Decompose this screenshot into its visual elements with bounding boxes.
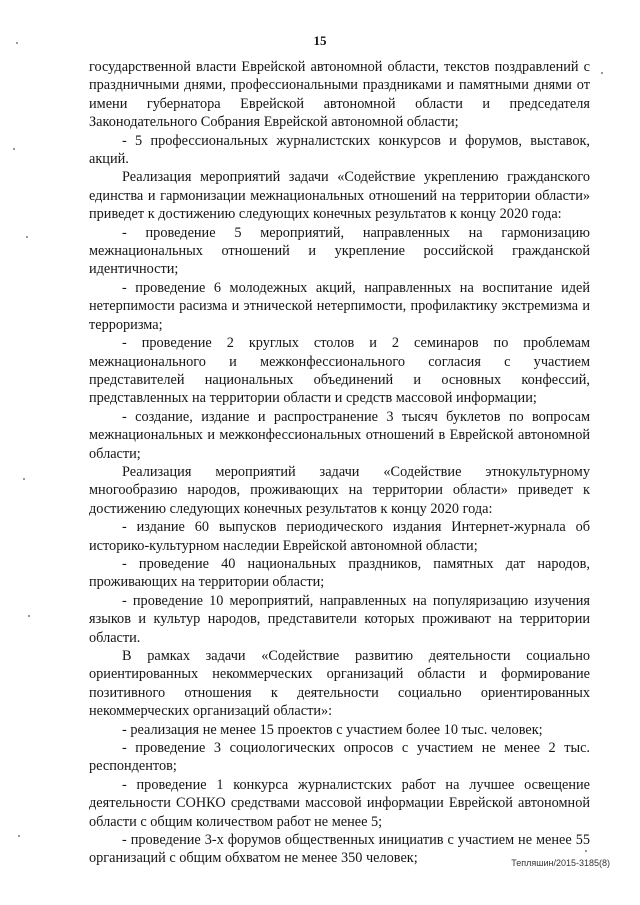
paragraph: - проведение 5 мероприятий, направленных на гармонизацию межнациональных отношений и укрепление российской гражданской идентичности; xyxy=(89,224,590,278)
paragraph: В рамках задачи «Содействие развитию деятельности социально ориентированных некоммерческих организаций области и формирование позитивного отношения к деятельности социально ориентированных некоммерческих организаций области»: xyxy=(89,648,590,720)
paragraph: - 5 профессиональных журналистских конкурсов и форумов, выставок, акций. xyxy=(89,132,590,168)
paragraph: - проведение 2 круглых столов и 2 семинаров по проблемам межнационального и межконфессионального согласия с участием представителей национальных объединений и основных конфессий, представленных на территории области и средств массовой информации; xyxy=(89,335,590,407)
document-body xyxy=(89,58,590,868)
paragraph: Реализация мероприятий задачи «Содействие этнокультурному многообразию народов, проживающих на территории области» приведет к достижению следующих конечных результатов к концу 2020 года: xyxy=(89,463,590,517)
scan-speck xyxy=(16,42,18,44)
paragraph: - проведение 40 национальных праздников, памятных дат народов, проживающих на территории области; xyxy=(89,555,590,591)
scan-speck xyxy=(28,615,30,617)
scan-speck xyxy=(601,72,603,74)
page-number: 15 xyxy=(313,33,327,48)
paragraph: - проведение 6 молодежных акций, направленных на воспитание идей нетерпимости расизма и этнической нетерпимости, профилактику экстремизма и терроризма; xyxy=(89,279,590,333)
scan-speck xyxy=(18,835,20,837)
scan-speck xyxy=(13,148,15,150)
paragraph: - проведение 3-х форумов общественных инициатив с участием не менее 55 организаций с общим обхватом не менее 350 человек; xyxy=(89,832,590,867)
paragraph: - реализация не менее 15 проектов с участием более 10 тыс. человек; xyxy=(122,721,543,738)
paragraph: государственной власти Еврейской автономной области, текстов поздравлений с праздничными днями, профессиональными праздниками и памятными днями от имени губернатора Еврейской автономной области и председателя Законодательного Собрания Еврейской автономной области; xyxy=(89,59,590,131)
paragraph: - проведение 1 конкурса журналистских работ на лучшее освещение деятельности СОНКО средствами массовой информации Еврейской автономной области с общим количеством работ не менее 5; xyxy=(89,776,590,830)
scan-speck xyxy=(23,478,25,480)
paragraph: - проведение 3 социологических опросов с участием не менее 2 тыс. респондентов; xyxy=(89,740,590,775)
paragraph: - создание, издание и распространение 3 тысяч буклетов по вопросам межнациональных и межконфессиональных отношений в Еврейской автономной области; xyxy=(89,408,590,462)
document-code: Тепляшин/2015-3185(8) xyxy=(511,858,610,868)
scan-speck xyxy=(26,236,28,238)
scan-speck xyxy=(585,850,587,852)
paragraph: - издание 60 выпусков периодического издания Интернет-журнала об историко-культурном наследии Еврейской автономной области; xyxy=(89,519,590,554)
paragraph: Реализация мероприятий задачи «Содействие укреплению гражданского единства и гармонизации межнациональных отношений на территории области» приведет к достижению следующих конечных результатов к концу 2020 года: xyxy=(89,169,590,223)
paragraph: - проведение 10 мероприятий, направленных на популяризацию изучения языков и культур народов, представители которых проживают на территории области. xyxy=(89,592,590,646)
